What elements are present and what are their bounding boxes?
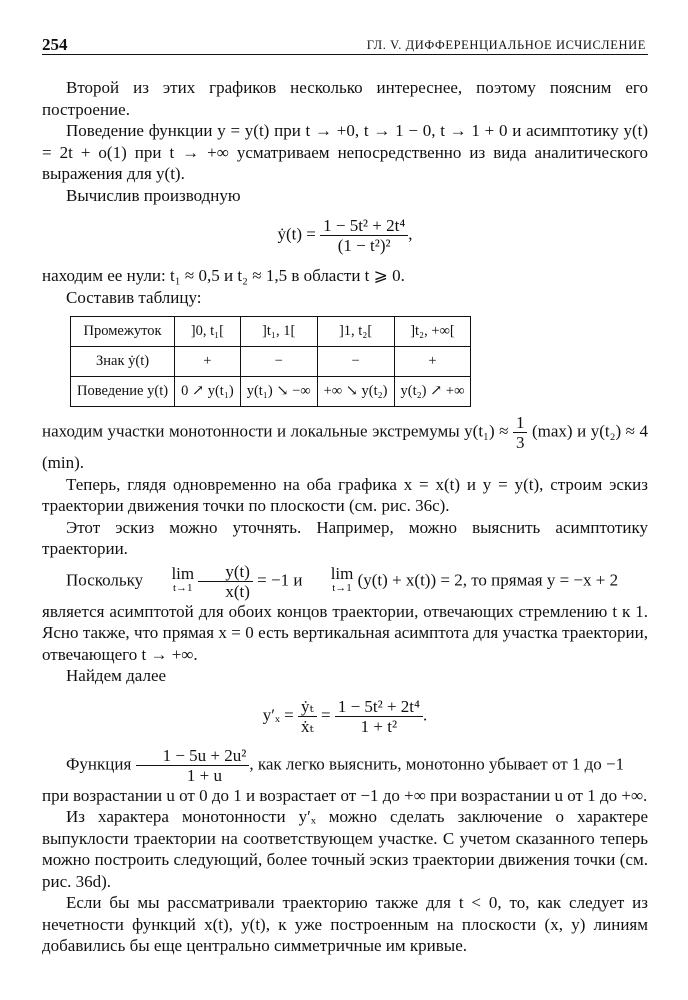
formula2-lhs: y′ₓ =	[262, 704, 294, 724]
paragraph-1: Второй из этих графиков несколько интереснее, поэтому поясним его построение.	[42, 78, 648, 119]
formula2-equals: =	[320, 704, 331, 724]
formula1-fraction	[320, 216, 408, 255]
formula2-fraction-1-numerator: ẏₜ	[298, 697, 317, 717]
table-cell: −	[240, 347, 317, 377]
formula2-fraction-2-denominator: 1 + t²	[360, 716, 398, 736]
paragraph-5: Составив таблицу:	[66, 287, 202, 307]
running-header	[42, 30, 648, 55]
table-cell: −	[317, 347, 394, 377]
p9-pre: Поскольку	[66, 569, 144, 589]
page	[42, 30, 648, 957]
table-cell: ]0, t₁[	[175, 317, 241, 347]
paragraph-11	[42, 746, 648, 785]
p11-pre: Функция	[66, 753, 132, 773]
table-cell: ]1, t₂[	[317, 317, 394, 347]
table-cell: ]t₁, 1[	[240, 317, 317, 347]
limit-2-label: lim	[330, 564, 354, 583]
formula1-denominator: (1 − t²)²	[337, 236, 391, 255]
p6-numerator: 1	[513, 413, 528, 433]
p11-denominator: 1 + u	[186, 765, 222, 785]
p9-fraction	[198, 562, 253, 601]
formula2-fraction-1	[298, 697, 317, 736]
p6-denominator: 3	[515, 433, 525, 452]
p9-mid: = −1 и	[257, 569, 303, 589]
formula2-fraction-2-numerator: 1 − 5t² + 2t⁴	[335, 697, 423, 717]
limit-1-label: lim	[171, 564, 195, 583]
table-row	[71, 377, 471, 407]
formula1-tail: ,	[408, 224, 413, 244]
p9-denominator: x(t)	[225, 581, 250, 601]
table-cell: +	[394, 347, 471, 377]
paragraph-7: Теперь, глядя одновременно на оба графика x = x(t) и y = y(t), строим эскиз траектории движения точки по плоскости (см. рис. 36c).	[42, 474, 648, 515]
table-cell: Знак ẏ(t)	[71, 347, 175, 377]
table-cell: +∞ ↘ y(t₂)	[317, 377, 394, 407]
table-cell: ]t₂, +∞[	[394, 317, 471, 347]
p6-fraction	[513, 413, 528, 452]
paragraph-3: Вычислив производную	[66, 185, 241, 205]
paragraph-8: Этот эскиз можно уточнять. Например, можно выяснить асимптотику траектории.	[42, 517, 648, 558]
p11-post: , как легко выяснить, монотонно убывает от 1 до −1	[249, 753, 625, 773]
paragraph-9	[42, 562, 648, 601]
table-cell: y(t₁) ↘ −∞	[240, 377, 317, 407]
p9-post: (y(t) + x(t)) = 2, то прямая y = −x + 2	[357, 569, 619, 589]
table-row	[71, 317, 471, 347]
paragraph-10: Найдем далее	[66, 666, 167, 685]
formula2-tail: .	[422, 704, 428, 724]
p6-pre: находим участки монотонности и локальные экстремумы y(t₁) ≈	[42, 421, 509, 441]
table-cell: 0 ↗ y(t₁)	[175, 377, 241, 407]
p6-post: (max) и y(t₂) ≈ 4 (min).	[42, 421, 649, 472]
paragraph-9-continued: является асимптотой для обоих концов траектории, отвечающих стремлению t к 1. Ясно также, что прямая x = 0 есть вертикальная асимптота для участка траектории, отвечающего t → +∞.	[42, 601, 648, 664]
table-cell: Промежуток	[71, 317, 175, 347]
slope-formula	[42, 697, 648, 736]
paragraph-4: находим ее нули: t₁ ≈ 0,5 и t₂ ≈ 1,5 в области t ⩾ 0.	[42, 266, 405, 285]
table-row	[71, 347, 471, 377]
p11-numerator: 1 − 5u + 2u²	[136, 746, 250, 766]
formula1-lhs: ẏ(t) =	[277, 224, 316, 244]
derivative-formula	[42, 216, 648, 255]
monotonicity-table	[70, 316, 471, 407]
p9-numerator: y(t)	[198, 562, 253, 582]
table-cell: +	[175, 347, 241, 377]
paragraph-2: Поведение функции y = y(t) при t → +0, t → 1 − 0, t → 1 + 0 и асимптотику y(t) = 2t + o(1) при t → +∞ усматриваем непосредственно из вида аналитического выражения для y(t).	[42, 121, 648, 183]
page-number: 254	[42, 35, 68, 54]
paragraph-11-continued: при возрастании u от 0 до 1 и возрастает от −1 до +∞ при возрастании u от 1 до +∞.	[42, 785, 648, 805]
table-cell: y(t₂) ↗ +∞	[394, 377, 471, 407]
paragraph-6	[42, 413, 648, 474]
limit-2	[307, 564, 354, 595]
formula1-numerator: 1 − 5t² + 2t⁴	[320, 216, 408, 236]
paragraph-12: Из характера монотонности y′ₓ можно сделать заключение о характере выпуклости траектории на соответствующем участке. С учетом сказанного теперь можно построить следующий, более точный эскиз траектории движения точки (см. рис. 36d).	[42, 807, 648, 891]
limit-1	[147, 564, 195, 595]
limit-1-subscript: t→1	[172, 582, 193, 594]
paragraph-13: Если бы мы рассматривали траекторию также для t < 0, то, как следует из нечетности функций x(t), y(t), к уже построенным на плоскости (x, y) линиям добавились бы еще центрально симметричные им кривые.	[42, 893, 648, 955]
table-cell: Поведение y(t)	[71, 377, 175, 407]
limit-2-subscript: t→1	[332, 582, 352, 594]
formula2-fraction-1-denominator: ẋₜ	[301, 716, 314, 736]
p11-fraction	[136, 746, 250, 785]
chapter-title: ГЛ. V. ДИФФЕРЕНЦИАЛЬНОЕ ИСЧИСЛЕНИЕ	[366, 38, 646, 52]
formula2-fraction-2	[335, 697, 423, 736]
